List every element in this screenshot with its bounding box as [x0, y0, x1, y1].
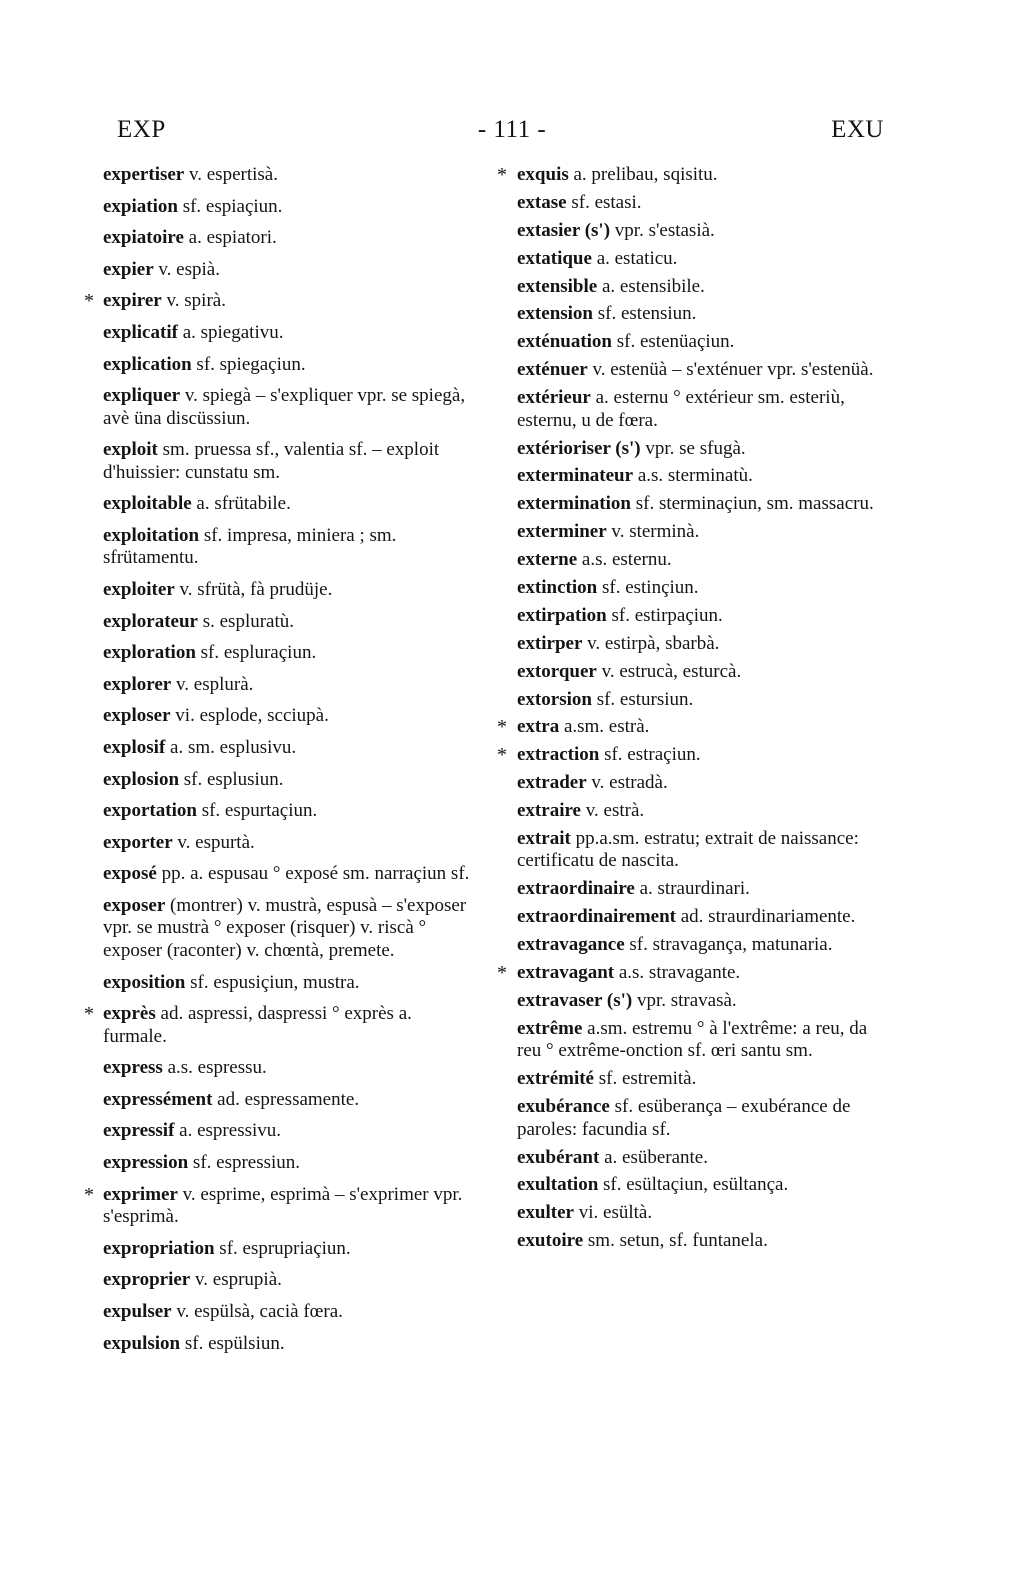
definition: a.s. stravagante.	[614, 962, 741, 984]
dictionary-entry	[497, 359, 893, 382]
dictionary-entry	[80, 290, 480, 313]
headword: extraire	[517, 800, 581, 822]
dictionary-entry	[80, 832, 480, 855]
definition: sf. estraçiun.	[599, 744, 701, 766]
headword: exploiter	[103, 579, 175, 601]
dictionary-entry	[80, 1152, 480, 1175]
definition: vi. esplode, scciupà.	[170, 705, 329, 727]
dictionary-entry	[80, 611, 480, 634]
page-number: - 111 -	[477, 116, 547, 143]
headword: expression	[103, 1152, 189, 1174]
headword: exploration	[103, 642, 196, 664]
definition: sf. esüberança – exubérance de paroles: facundia sf.	[517, 1096, 851, 1140]
definition: s. espluratù.	[197, 610, 295, 632]
definition: sf. estremità.	[594, 1068, 697, 1090]
headword: expliquer	[103, 385, 181, 407]
dictionary-entry	[80, 972, 480, 995]
dictionary-entry	[497, 744, 893, 767]
headword: extensible	[517, 275, 598, 297]
asterisk-mark: *	[84, 290, 94, 313]
definition: sf. estenüaçiun.	[612, 331, 735, 353]
headword: explorer	[103, 673, 172, 695]
definition: v. spirà.	[161, 290, 226, 312]
definition: sf. esültaçiun, esültança.	[598, 1174, 789, 1196]
headword: exterminateur	[517, 465, 634, 487]
asterisk-mark: *	[84, 1003, 94, 1026]
headword: extravaser (s')	[517, 989, 633, 1011]
headword: extase	[517, 191, 567, 213]
dictionary-entry	[80, 800, 480, 823]
definition: sf. espiaçiun.	[177, 195, 283, 217]
definition: a. esüberante.	[599, 1146, 708, 1168]
definition: sm. pruessa sf., valentia sf. – exploit d'huissier: cunstatu sm.	[103, 439, 440, 483]
dictionary-entry	[497, 493, 893, 516]
headword: expiatoire	[103, 227, 184, 249]
headword: expulsion	[103, 1332, 181, 1354]
definition: ad. straurdinariamente.	[676, 906, 856, 928]
headword: exploser	[103, 705, 171, 727]
headword: exploit	[103, 439, 158, 461]
headword: exporter	[103, 831, 173, 853]
dictionary-entry	[80, 322, 480, 345]
dictionary-entry	[80, 385, 480, 430]
headword: expropriation	[103, 1237, 215, 1259]
dictionary-entry	[497, 465, 893, 488]
definition: a.s. espressu.	[162, 1057, 267, 1079]
headword: express	[103, 1057, 163, 1079]
definition: a.sm. estremu ° à l'extrême: a reu, da reu ° extrême-onction sf. œri santu sm.	[517, 1017, 868, 1062]
definition: v. esplurà.	[171, 673, 254, 695]
headword: extinction	[517, 576, 598, 598]
dictionary-entry	[497, 1096, 893, 1141]
headword: expressément	[103, 1088, 213, 1110]
definition: sm. setun, sf. funtanela.	[583, 1230, 768, 1252]
headword: exquis	[517, 164, 569, 185]
definition: pp. a. espusau ° exposé sm. narraçiun sf.	[156, 863, 470, 885]
headword: extraordinairement	[517, 906, 676, 928]
dictionary-entry	[497, 661, 893, 684]
dictionary-entry	[497, 331, 893, 354]
headword: exposition	[103, 971, 186, 993]
dictionary-entry	[80, 1333, 480, 1356]
dictionary-entry	[497, 438, 893, 461]
definition: v. sterminà.	[606, 521, 700, 543]
definition: v. estirpà, sbarbà.	[582, 632, 720, 654]
definition: v. estrà.	[581, 800, 645, 822]
dictionary-entry	[80, 769, 480, 792]
dictionary-entry	[80, 1238, 480, 1261]
dictionary-entry	[497, 878, 893, 901]
headword: extorquer	[517, 660, 597, 682]
dictionary-entry	[80, 674, 480, 697]
definition: v. espurtà.	[172, 831, 255, 853]
definition: sf. espressiun.	[188, 1152, 301, 1174]
dictionary-entry	[80, 525, 480, 570]
definition: sf. stravagança, matunaria.	[624, 934, 833, 956]
headword: expressif	[103, 1120, 175, 1142]
dictionary-entry	[80, 164, 480, 187]
definition: sf. espluraçiun.	[195, 642, 317, 664]
headword: extérieur	[517, 387, 591, 409]
headword: extravagant	[517, 962, 615, 984]
headword: extension	[517, 303, 593, 325]
definition: sf. espülsiun.	[180, 1332, 285, 1354]
dictionary-entry	[80, 1003, 480, 1048]
headword: exposé	[103, 863, 157, 885]
headword: expertiser	[103, 164, 185, 185]
definition: v. sfrütà, fà prudüje.	[174, 579, 333, 601]
dictionary-entry	[80, 1301, 480, 1324]
definition: ad. espressamente.	[212, 1088, 360, 1110]
headword: extirpation	[517, 604, 607, 626]
dictionary-entry	[497, 990, 893, 1013]
headword: expulser	[103, 1300, 172, 1322]
dictionary-entry	[80, 493, 480, 516]
headword: exprès	[103, 1003, 156, 1025]
dictionary-entry	[80, 259, 480, 282]
asterisk-mark: *	[497, 164, 507, 186]
headword: externe	[517, 549, 578, 571]
definition: a. straurdinari.	[634, 878, 750, 900]
headword: exultation	[517, 1174, 599, 1196]
definition: a. spiegativu.	[177, 321, 284, 343]
headword: extérioriser (s')	[517, 437, 641, 459]
headword: extorsion	[517, 688, 592, 710]
definition: a. prelibau, sqisitu.	[568, 164, 718, 185]
definition: a. sfrütabile.	[191, 493, 291, 515]
dictionary-entry	[80, 1184, 480, 1229]
dictionary-entry	[497, 800, 893, 823]
dictionary-entry	[80, 579, 480, 602]
dictionary-entry	[80, 227, 480, 250]
dictionary-entry	[497, 962, 893, 985]
headword: explosif	[103, 737, 166, 758]
headword: exploitable	[103, 493, 192, 515]
definition: a.sm. estrà.	[559, 716, 650, 738]
headword: extraction	[517, 744, 600, 766]
dictionary-entry	[497, 633, 893, 656]
definition: v. spiegà – s'expliquer vpr. se spiegà, avè üna discüssiun.	[103, 385, 466, 429]
dictionary-entry	[497, 772, 893, 795]
headword: exterminer	[517, 521, 607, 543]
definition: vpr. se sfugà.	[640, 437, 746, 459]
dictionary-entry	[497, 1202, 893, 1225]
headword: exposer	[103, 894, 166, 916]
definition: vpr. stravasà.	[632, 989, 737, 1011]
asterisk-mark: *	[497, 962, 507, 985]
definition: a.s. esternu.	[577, 549, 672, 571]
definition: a. esternu ° extérieur sm. esteriù, esternu, u de fœra.	[517, 387, 845, 431]
dictionary-entry	[497, 1018, 893, 1063]
definition: sf. esprupriaçiun.	[214, 1237, 351, 1259]
dictionary-entry	[80, 354, 480, 377]
definition: sf. estensiun.	[593, 303, 697, 325]
dictionary-entry	[80, 1120, 480, 1143]
definition: a. espressivu.	[174, 1120, 282, 1142]
definition: sf. sterminaçiun, sm. massacru.	[630, 493, 874, 515]
headword: extraordinaire	[517, 878, 635, 900]
definition: sf. esplusiun.	[179, 768, 284, 790]
headword: extirper	[517, 632, 583, 654]
dictionary-entry	[497, 164, 893, 187]
left-column	[80, 164, 480, 1364]
headword: exténuer	[517, 359, 588, 381]
dictionary-entry	[80, 1269, 480, 1292]
definition: sf. estasi.	[566, 191, 642, 213]
headword: extrême	[517, 1017, 583, 1039]
definition: sf. spiegaçiun.	[191, 353, 306, 375]
definition: v. esprime, esprimà – s'exprimer vpr. s'esprimà.	[103, 1183, 463, 1228]
dictionary-entry	[497, 1068, 893, 1091]
dictionary-entry	[497, 276, 893, 299]
asterisk-mark: *	[497, 716, 507, 739]
definition: v. espülsà, cacià fœra.	[171, 1300, 343, 1322]
headword: expirer	[103, 290, 162, 312]
dictionary-entry	[497, 716, 893, 739]
headword: extrémité	[517, 1068, 594, 1090]
dictionary-entry	[497, 828, 893, 873]
headword: exprimer	[103, 1183, 178, 1205]
dictionary-entry	[497, 577, 893, 600]
headword: exploitation	[103, 524, 200, 546]
definition: (montrer) v. mustrà, espusà – s'exposer vpr. se mustrà ° exposer (risquer) v. riscà ° exposer (raconter) v. chœntà, premete.	[103, 894, 467, 961]
definition: sf. estursiun.	[591, 688, 694, 710]
definition: a. sm. esplusivu.	[165, 737, 297, 758]
running-head-left: EXP	[117, 116, 166, 143]
headword: exubérance	[517, 1096, 610, 1118]
dictionary-entry	[497, 220, 893, 243]
headword: explorateur	[103, 610, 198, 632]
definition: v. estradà.	[586, 772, 668, 794]
dictionary-entry	[80, 642, 480, 665]
definition: sf. estinçiun.	[597, 576, 699, 598]
headword: explicatif	[103, 321, 178, 343]
dictionary-entry	[80, 737, 480, 760]
dictionary-entry	[497, 248, 893, 271]
headword: exproprier	[103, 1269, 191, 1291]
asterisk-mark: *	[497, 744, 507, 767]
dictionary-entry	[497, 521, 893, 544]
headword: extravagance	[517, 934, 625, 956]
headword: explosion	[103, 768, 180, 790]
headword: exportation	[103, 800, 197, 822]
headword: extrait	[517, 827, 571, 849]
definition: sf. estirpaçiun.	[606, 604, 723, 626]
definition: pp.a.sm. estratu; extrait de naissance: certificatu de nascita.	[517, 827, 859, 872]
running-head-right: EXU	[831, 116, 884, 143]
definition: vpr. s'estasià.	[610, 219, 715, 241]
dictionary-entry	[497, 549, 893, 572]
headword: exulter	[517, 1202, 574, 1224]
definition: a. estaticu.	[591, 247, 678, 269]
dictionary-entry	[80, 1089, 480, 1112]
dictionary-entry	[497, 387, 893, 432]
dictionary-entry	[80, 439, 480, 484]
headword: extermination	[517, 493, 631, 515]
definition: a. estensibile.	[597, 275, 705, 297]
headword: extasier (s')	[517, 219, 611, 241]
dictionary-entry	[497, 1174, 893, 1197]
dictionary-entry	[497, 1230, 893, 1253]
dictionary-entry	[497, 1147, 893, 1170]
dictionary-entry	[80, 1057, 480, 1080]
dictionary-entry	[497, 906, 893, 929]
dictionary-entry	[80, 196, 480, 219]
headword: extra	[517, 716, 560, 738]
headword: extatique	[517, 247, 592, 269]
definition: v. estrucà, esturcà.	[596, 660, 742, 682]
definition: v. espià.	[153, 258, 220, 280]
headword: exténuation	[517, 331, 612, 353]
dictionary-entry	[497, 689, 893, 712]
headword: exutoire	[517, 1230, 584, 1252]
headword: expier	[103, 258, 154, 280]
dictionary-entry	[80, 895, 480, 963]
definition: v. espertisà.	[184, 164, 278, 185]
definition: a.s. sterminatù.	[633, 465, 753, 487]
dictionary-entry	[497, 605, 893, 628]
definition: a. espiatori.	[183, 227, 277, 249]
definition: sf. espusiçiun, mustra.	[185, 971, 360, 993]
right-column	[497, 164, 893, 1258]
definition: v. estenüà – s'exténuer vpr. s'estenüà.	[587, 359, 874, 381]
definition: vi. esültà.	[573, 1202, 653, 1224]
dictionary-entry	[497, 303, 893, 326]
dictionary-entry	[497, 934, 893, 957]
headword: exubérant	[517, 1146, 600, 1168]
definition: ad. aspressi, daspressi ° exprès a. furmale.	[103, 1003, 412, 1047]
definition: sf. espurtaçiun.	[196, 800, 318, 822]
dictionary-entry	[80, 863, 480, 886]
headword: extrader	[517, 772, 587, 794]
asterisk-mark: *	[84, 1183, 94, 1206]
dictionary-entry	[80, 705, 480, 728]
definition: v. esprupià.	[190, 1269, 282, 1291]
definition: sf. impresa, miniera ; sm. sfrütamentu.	[103, 524, 397, 569]
dictionary-entry	[497, 192, 893, 215]
headword: expiation	[103, 195, 178, 217]
headword: explication	[103, 353, 192, 375]
